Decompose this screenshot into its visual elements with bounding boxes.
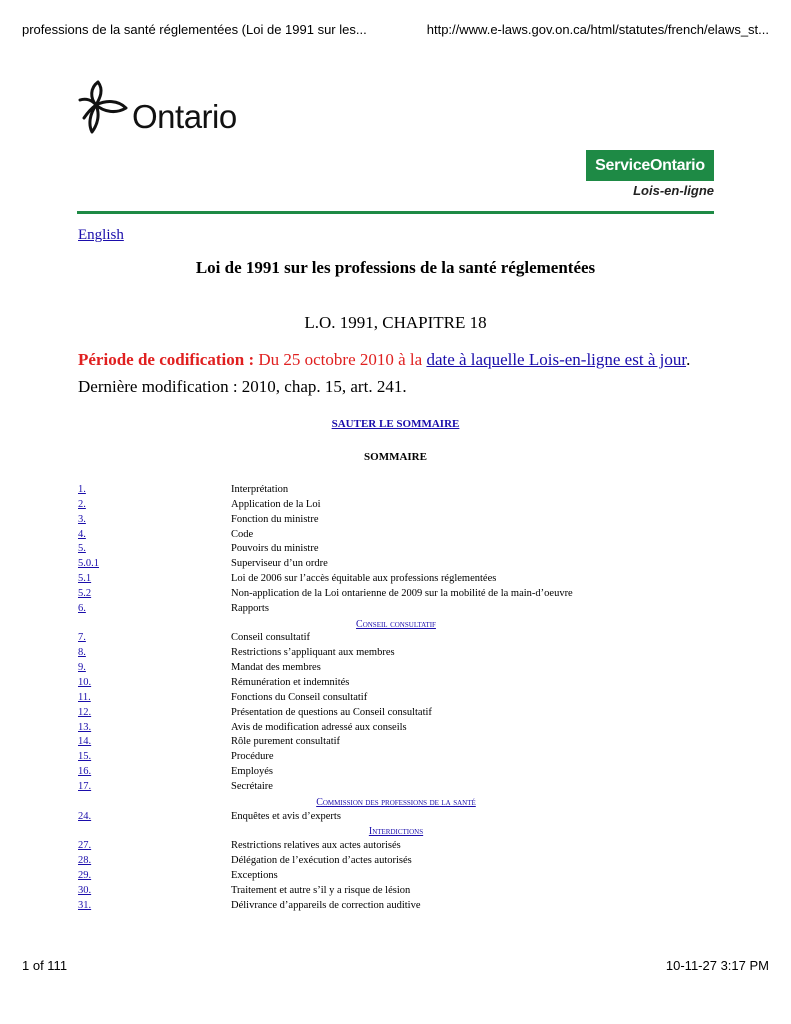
toc-section-title: Mandat des membres [231,662,321,674]
toc-section-number-link[interactable]: 15. [78,751,92,763]
toc-section-title: Superviseur d’un ordre [231,558,328,570]
period-end: . [686,350,691,369]
toc-section-number-link[interactable]: 7. [78,632,86,644]
toc-section-number-link[interactable]: 28. [78,855,92,867]
print-timestamp: 10-11-27 3:17 PM [665,958,769,973]
toc-row [78,899,714,914]
skip-toc-link[interactable]: SAUTER LE SOMMAIRE [331,418,460,430]
service-ontario-wordmark: ServiceOntario [586,150,714,181]
toc-section-number-link[interactable]: 3. [78,513,86,525]
toc-row [78,587,714,602]
toc-section-title: Pouvoirs du ministre [231,543,319,555]
print-header-url: http://www.e-laws.gov.on.ca/html/statutes/french/elaws_st... [426,22,769,37]
toc-section-number-link[interactable]: 14. [78,736,92,748]
toc-section-number-link[interactable]: 1. [78,484,86,495]
toc-section-title: Code [231,528,254,540]
toc-row [78,631,714,646]
toc-row [78,676,714,691]
toc-section-title: Restrictions relatives aux actes autorisés [231,840,401,852]
toc-section-number-link[interactable]: 17. [78,780,92,792]
chapter-heading: L.O. 1991, CHAPITRE 18 [304,313,487,332]
skip-toc-wrapper [77,418,714,430]
toc-section-link[interactable]: Conseil consultatif [356,618,436,630]
toc-section-number-link[interactable]: 5.2 [78,587,92,599]
toc-section-title: Exceptions [231,869,278,881]
toc-section-number-link[interactable]: 27. [78,840,92,852]
toc-section-title: Présentation de questions au Conseil consultatif [231,706,432,718]
toc-section-number-link[interactable]: 8. [78,647,86,659]
toc-row [78,810,714,825]
toc-row [78,691,714,706]
ontario-logo [76,78,248,140]
toc-section-number-link[interactable]: 12. [78,706,92,718]
toc-section-number-link[interactable]: 5. [78,543,86,555]
header-divider [77,211,714,214]
toc-section-title: Délégation de l’exécution d’actes autorisés [231,855,412,867]
toc-row [78,780,714,795]
toc-section-number-link[interactable]: 31. [78,899,92,911]
toc-row [78,646,714,661]
trillium-icon [76,78,132,140]
toc-section-title: Restrictions s’appliquant aux membres [231,647,395,659]
lois-en-ligne-label: Lois-en-ligne [633,183,714,198]
toc-row [78,602,714,617]
page-counter: 1 of 111 [22,958,68,973]
toc-row [78,706,714,721]
toc-row [78,721,714,736]
toc-section-number-link[interactable]: 4. [78,528,86,540]
ontario-wordmark: Ontario [132,98,237,135]
toc-row [78,513,714,528]
toc-section-number-link[interactable]: 5.1 [78,573,92,585]
last-modified: Dernière modification : 2010, chap. 15, art. 241. [78,377,407,396]
toc-section-number-link[interactable]: 30. [78,884,92,896]
toc-section-number-link[interactable]: 13. [78,721,92,733]
toc-row [78,854,714,869]
toc-row [78,542,714,557]
toc-section-link[interactable]: Commission des professions de la santé [316,796,476,808]
toc-section-link[interactable]: Interdictions [368,826,424,838]
toc-section-title: Rémunération et indemnités [231,676,350,688]
toc-section-heading [78,824,714,839]
toc-row [78,661,714,676]
toc-section-title: Délivrance d’appareils de correction auditive [231,899,421,911]
toc-row [78,483,714,498]
toc-section-title: Procédure [231,751,274,763]
toc-section-number-link[interactable]: 24. [78,810,92,822]
toc-heading: SOMMAIRE [364,451,427,463]
toc-row [78,735,714,750]
toc-section-number-link[interactable]: 16. [78,766,92,778]
toc-section-number-link[interactable]: 5.0.1 [78,558,99,570]
toc-section-number-link[interactable]: 2. [78,498,86,510]
codification-period [78,350,690,370]
toc-row [78,839,714,854]
table-of-contents [78,483,714,913]
english-link[interactable]: English [78,227,124,243]
toc-section-title: Non-application de la Loi ontarienne de 2009 sur la mobilité de la main-d’oeuvre [231,587,573,599]
toc-section-title: Loi de 2006 sur l’accès équitable aux professions réglementées [231,573,497,585]
toc-row [78,572,714,587]
toc-section-title: Enquêtes et avis d’experts [231,810,341,822]
toc-row [78,557,714,572]
current-date-link[interactable]: date à laquelle Lois-en-ligne est à jour [426,350,687,369]
toc-row [78,869,714,884]
toc-row [78,498,714,513]
toc-row [78,765,714,780]
print-header-title: professions de la santé réglementées (Loi de 1991 sur les... [22,22,367,37]
toc-section-number-link[interactable]: 29. [78,869,92,881]
toc-section-title: Application de la Loi [231,498,321,510]
toc-section-title: Rôle purement consultatif [231,736,341,748]
service-ontario-logo [586,150,714,198]
toc-section-number-link[interactable]: 9. [78,662,86,674]
toc-section-title: Interprétation [231,484,289,495]
period-label: Période de codification : [78,350,255,369]
toc-row [78,528,714,543]
toc-section-heading [78,617,714,632]
toc-section-title: Secrétaire [231,780,273,792]
toc-section-title: Fonction du ministre [231,513,319,525]
toc-section-number-link[interactable]: 11. [78,691,91,703]
toc-section-title: Avis de modification adressé aux conseils [231,721,407,733]
toc-row [78,750,714,765]
toc-section-title: Rapports [231,602,269,614]
law-title: Loi de 1991 sur les professions de la santé réglementées [195,258,596,277]
toc-section-title: Fonctions du Conseil consultatif [231,691,368,703]
toc-section-heading [78,795,714,810]
period-text: Du 25 octobre 2010 à la [254,350,427,369]
toc-row [78,884,714,899]
toc-section-title: Employés [231,766,273,778]
toc-section-title: Traitement et autre s’il y a risque de lésion [231,884,411,896]
toc-section-title: Conseil consultatif [231,632,311,644]
toc-section-number-link[interactable]: 6. [78,602,86,614]
toc-section-number-link[interactable]: 10. [78,676,92,688]
